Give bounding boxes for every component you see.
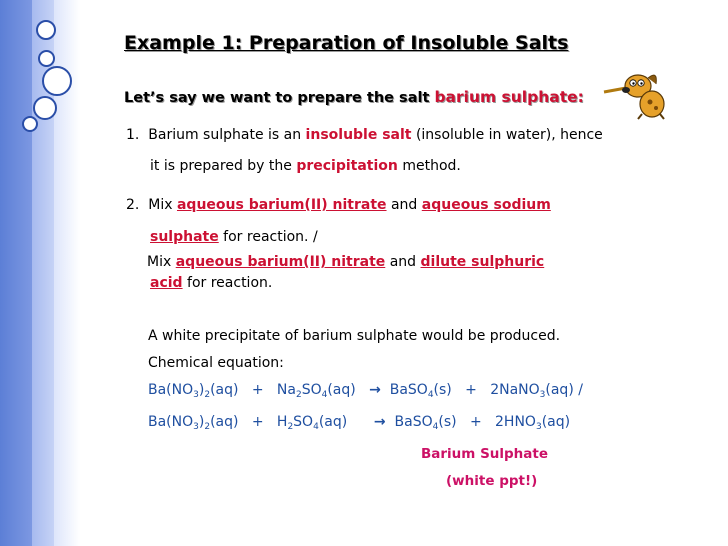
point-2-text-f: for reaction. /: [218, 229, 318, 245]
reagent-barium-nitrate: aqueous barium(II) nitrate: [176, 197, 387, 213]
point-1-line-1: [126, 127, 603, 143]
result-statement: A white precipitate of barium sulphate would be produced.: [148, 328, 561, 344]
point-1-text-a: Barium sulphate is an: [148, 127, 306, 143]
point-2-text-a: Mix: [148, 197, 177, 213]
sidebar-ring: [22, 116, 38, 132]
point-2-number: 2.: [126, 197, 140, 213]
insoluble-salt-term: insoluble salt: [305, 127, 412, 143]
equation-label: Chemical equation:: [148, 355, 284, 371]
precipitation-term: precipitation: [296, 158, 398, 174]
sidebar-ring: [42, 66, 72, 96]
point-1-number: 1.: [126, 127, 140, 143]
point-2-text-l: for reaction.: [182, 275, 273, 291]
precipitate-label: Barium Sulphate: [421, 446, 549, 462]
reagent-sulphuric-acid-a: dilute sulphuric: [420, 254, 545, 270]
intro-highlight: barium sulphate:: [434, 88, 584, 106]
reagent-sodium-sulphate-a: aqueous sodium: [421, 197, 551, 213]
reaction-arrow-icon: →: [373, 414, 386, 430]
point-2-text-i: and: [385, 254, 421, 270]
decorative-sidebar: [0, 0, 80, 546]
point-2-text-g: Mix: [147, 254, 176, 270]
reaction-arrow-icon: →: [369, 382, 381, 398]
intro-text: Let’s say we want to prepare the salt: [124, 90, 435, 106]
point-2-line-1: [126, 197, 551, 213]
chemical-equation-1: $Ba(NO_3)_2(aq) + Na_2SO_4(aq)$ → BaSO$_4$(s) + 2NaNO$_3$(aq) /: [148, 382, 583, 400]
sidebar-ring: [33, 96, 57, 120]
slide-title: Example 1: Preparation of Insoluble Salts: [124, 32, 569, 54]
intro-line: [124, 88, 584, 106]
point-2-line-3: [147, 254, 544, 270]
reagent-sodium-sulphate-b: sulphate: [150, 229, 219, 245]
point-1-text-c: (insoluble in water), hence: [411, 127, 603, 143]
reagent-barium-nitrate-2: aqueous barium(II) nitrate: [175, 254, 386, 270]
point-1-text-f: method.: [397, 158, 461, 174]
point-2-line-2: [150, 229, 318, 245]
sidebar-ring: [38, 50, 55, 67]
sidebar-band-dark: [0, 0, 32, 546]
sidebar-ring: [36, 20, 56, 40]
precipitate-note: (white ppt!): [446, 473, 538, 489]
point-2-line-4: [150, 275, 272, 291]
chemical-equation-2: $Ba(NO_3)_2(aq) + H_2SO_4(aq)$ → BaSO$_4$(s) + $2HNO_3(aq)$: [148, 414, 571, 432]
point-2-text-c: and: [386, 197, 422, 213]
cartoon-dog-illustration: [600, 62, 672, 120]
point-1-text-d: it is prepared by the: [150, 158, 297, 174]
point-1-line-2: [150, 158, 461, 174]
reagent-sulphuric-acid-b: acid: [150, 275, 183, 291]
